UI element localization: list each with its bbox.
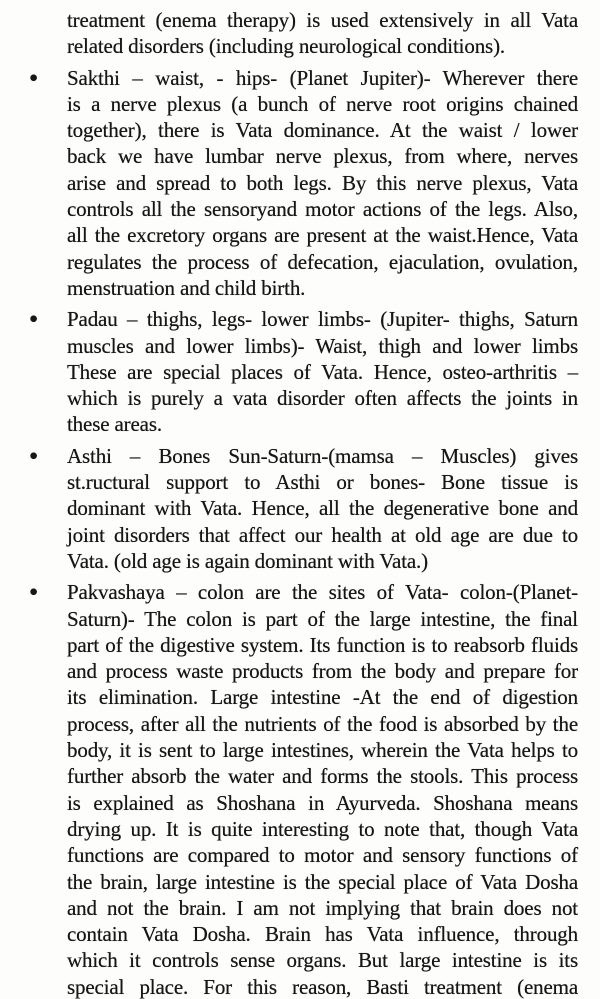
bullet-text-asthi xyxy=(67,443,578,574)
text-line: all the excretory organs are present at the waist.Hence, Vata xyxy=(67,223,578,248)
text-line: Sakthi – waist, - hips- (Planet Jupiter)- Wherever there xyxy=(67,65,578,90)
bullet-item-sakthi xyxy=(29,65,578,302)
text-line: menstruation and child birth. xyxy=(67,275,306,300)
text-line: regulates the process of defecation, ejaculation, ovulation, xyxy=(67,249,578,274)
bullet-text-padau xyxy=(67,306,578,437)
text-line: joint disorders that affect our health at old age are due to xyxy=(67,522,578,547)
text-line: Padau – thighs, legs- lower limbs- (Jupiter- thighs, Saturn xyxy=(67,307,578,332)
bullet-icon: ● xyxy=(29,311,38,328)
text-line: dominant with Vata. Hence, all the degenerative bone and xyxy=(67,496,578,521)
text-line: together), there is Vata dominance. At the waist / lower xyxy=(67,118,578,143)
text-line: These are special places of Vata. Hence, osteo-arthritis – xyxy=(67,359,578,384)
text-line: which it controls sense organs. But large intestine is its xyxy=(67,948,578,973)
text-line: these areas. xyxy=(67,412,162,437)
text-line: treatment (enema therapy) is used extensively in all Vata xyxy=(67,8,578,32)
text-line: back we have lumbar nerve plexus, from where, nerves xyxy=(67,144,578,169)
text-line: special place. For this reason, Basti treatment (enema xyxy=(67,974,578,999)
text-line: the brain, large intestine is the special place of Vata Dosha xyxy=(67,869,578,894)
bullet-text-sakthi xyxy=(67,65,578,302)
text-line: process, after all the nutrients of the food is absorbed by the xyxy=(67,711,578,736)
bullet-item-asthi xyxy=(29,443,578,574)
text-line: Vata. (old age is again dominant with Vata.) xyxy=(67,548,429,573)
text-line: related disorders (including neurological conditions). xyxy=(67,34,506,59)
text-line: functions are compared to motor and sensory functions of xyxy=(67,843,578,868)
bullet-item-padau xyxy=(29,306,578,437)
text-line: Pakvashaya – colon are the sites of Vata- colon-(Planet- xyxy=(67,580,578,605)
text-line: contain Vata Dosha. Brain has Vata influence, through xyxy=(67,922,578,947)
text-line: is explained as Shoshana in Ayurveda. Shoshana means xyxy=(67,790,578,815)
text-line: st.ructural support to Asthi or bones- Bone tissue is xyxy=(67,470,578,495)
bullet-icon: ● xyxy=(29,447,38,464)
text-line: Asthi – Bones Sun-Saturn-(mamsa – Muscles) gives xyxy=(67,443,578,468)
paragraph-intro-continuation xyxy=(67,7,578,60)
text-line: arise and spread to both legs. By this nerve plexus, Vata xyxy=(67,170,578,195)
text-line: body, it is sent to large intestines, wherein the Vata helps to xyxy=(67,738,578,763)
bullet-icon: ● xyxy=(29,69,38,86)
text-line: controls all the sensoryand motor actions of the legs. Also, xyxy=(67,197,578,222)
text-line: drying up. It is quite interesting to note that, though Vata xyxy=(67,816,578,841)
text-line: and not the brain. I am not implying that brain does not xyxy=(67,895,578,920)
text-line: which is purely a vata disorder often affects the joints in xyxy=(67,386,578,411)
text-line: further absorb the water and forms the stools. This process xyxy=(67,764,578,789)
text-line: and process waste products from the body and prepare for xyxy=(67,659,578,684)
bullet-icon: ● xyxy=(29,584,38,601)
text-line: Saturn)- The colon is part of the large intestine, the final xyxy=(67,606,578,631)
text-line: part of the digestive system. Its function is to reabsorb fluids xyxy=(67,632,578,657)
text-line: its elimination. Large intestine -At the end of digestion xyxy=(67,685,578,710)
text-line: is a nerve plexus (a bunch of nerve root origins chained xyxy=(67,91,578,116)
bullet-text-pakvashaya xyxy=(67,579,578,999)
text-line: muscles and lower limbs)- Waist, thigh and lower limbs xyxy=(67,333,578,358)
bullet-item-pakvashaya xyxy=(29,579,578,999)
